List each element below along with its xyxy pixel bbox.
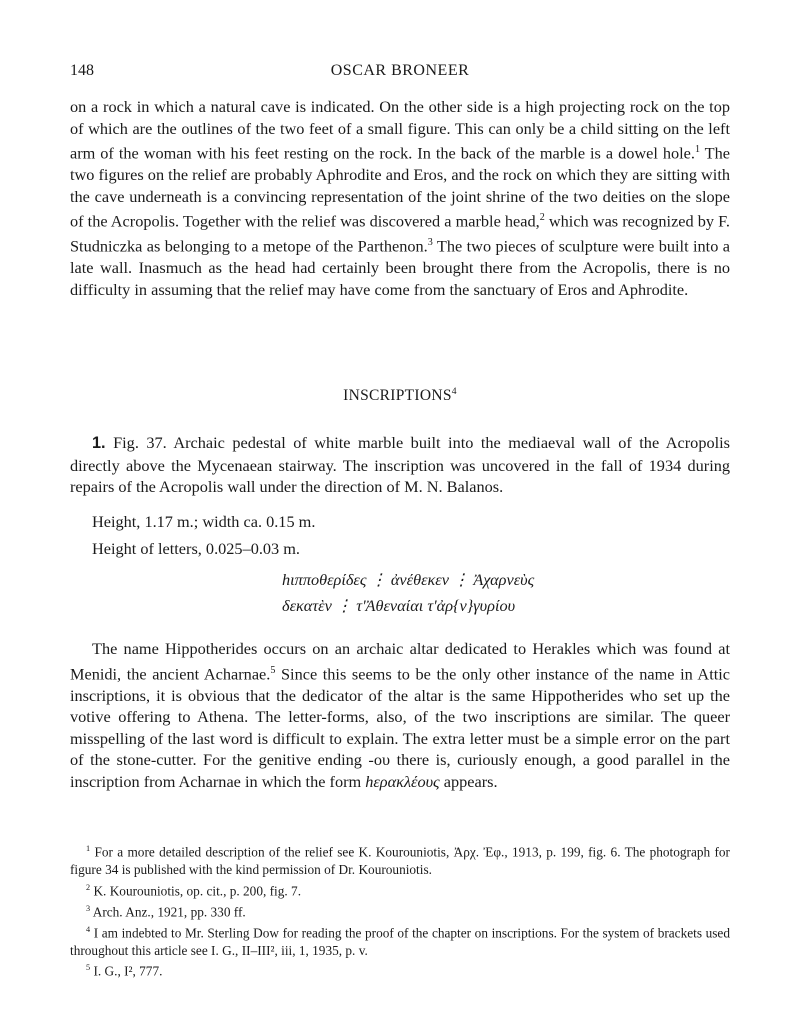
- footnote-mark: 1: [86, 844, 91, 853]
- dimensions-line-2: Height of letters, 0.025–0.03 m.: [92, 539, 301, 558]
- footnote-5: [70, 959, 730, 980]
- paragraph-text: The two pieces of sculpture were built into a late wall. Inasmuch as the head had certainly been brought there from the Acropolis, there is no difficulty in assuming that the relief may have come from the sanctuary of Eros and Aphrodite.: [70, 236, 730, 300]
- section-heading: [70, 386, 730, 405]
- footnote-text: For a more detailed description of the relief see K. Kourouniotis, Ἀρχ. Ἐφ., 1913, p. 199, fig. 6. The photograph for figure 34 is published with the kind permission of Dr. Kourouniotis.: [70, 844, 730, 878]
- inscription-item-1: [70, 432, 730, 498]
- footnote-text: I. G., I², 777.: [90, 963, 163, 979]
- footnote-ref-2: 2: [539, 212, 545, 224]
- footnote-mark: 3: [86, 903, 91, 913]
- footnote-ref-1: 1: [694, 144, 700, 156]
- footnote-1: [70, 840, 730, 879]
- footnote-mark: 4: [86, 924, 91, 934]
- paragraph-text: appears.: [439, 771, 498, 791]
- greek-word: hερακλέους: [365, 771, 440, 791]
- paragraph-text: on a rock in which a natural cave is indicated. On the other side is a high projecting rock on the top of which are the outlines of the two feet of a small figure. This can only be a child sitting on the left arm of the woman with his feet resting on the rock. In the back of the marble is a dowel hole.: [70, 97, 730, 163]
- paragraph-text: which was recognized by F. Studniczka as belonging to a metope of the Parthenon.: [70, 211, 730, 256]
- inscription-text-line-1: hιπποθερίδες ⋮ ἀνέθεκεν ⋮ Ἀχαρνεὺς: [282, 570, 535, 589]
- item-number: 1.: [92, 434, 106, 452]
- section-heading-title: INSCRIPTIONS: [343, 387, 452, 405]
- page-number: 148: [70, 62, 94, 79]
- footnote-ref-4: 4: [451, 386, 457, 397]
- footnote-text: Arch. Anz., 1921, pp. 330 ff.: [90, 904, 246, 920]
- body-paragraph-1: [70, 96, 730, 301]
- paragraph-text: The two figures on the relief are probably Aphrodite and Eros, and the rock on which they are sitting with the cave underneath is a convincing representation of the joint shrine of the two deities on the slope of the Acropolis. Together with the relief was discovered a marble head,: [70, 143, 730, 231]
- body-paragraph-2: [70, 638, 730, 793]
- paragraph-text: Since this seems to be the only other instance of the name in Attic inscriptions, it is obvious that the dedicator of the altar is the same Hippotherides who set up the votive offering to Athena. The letter-forms, also, of the two inscriptions are similar. The queer misspelling of the last word is difficult to explain. The extra letter must be a simple error on the part of the stone-cutter. For the genitive ending -ου there is, curiously enough, a good parallel in the inscription from Acharnae in which the form: [70, 664, 730, 791]
- inscription-text-line-2: δεκατὲν ⋮ τ'Ἀθεναίαι τ'ἀρ{ν}γυρίου: [282, 596, 516, 615]
- footnote-ref-5: 5: [270, 664, 276, 676]
- footnotes: [70, 840, 730, 980]
- item-text: Fig. 37. Archaic pedestal of white marble built into the mediaeval wall of the Acropolis directly above the Mycenaean stairway. The inscription was uncovered in the fall of 1934 during repairs of the Acropolis wall under the direction of M. N. Balanos.: [70, 433, 730, 497]
- footnote-2: [70, 879, 730, 900]
- page-header: [70, 62, 730, 86]
- running-title: OSCAR BRONEER: [330, 62, 470, 79]
- footnote-3: [70, 900, 730, 921]
- paragraph-text: The name Hippotherides occurs on an archaic altar dedicated to Herakles which was found at Menidi, the ancient Acharnae.: [70, 639, 730, 684]
- footnote-mark: 2: [86, 882, 91, 892]
- footnote-text: I am indebted to Mr. Sterling Dow for reading the proof of the chapter on inscriptions. For the system of brackets used throughout this article see I. G., II–III², iii, 1, 1935, p. v.: [70, 925, 730, 958]
- dimensions-line-1: Height, 1.17 m.; width ca. 0.15 m.: [92, 512, 316, 531]
- footnote-text: K. Kourouniotis, op. cit., p. 200, fig. 7.: [90, 883, 302, 899]
- footnote-4: [70, 921, 730, 960]
- footnote-ref-3: 3: [427, 237, 433, 249]
- footnote-mark: 5: [86, 963, 91, 973]
